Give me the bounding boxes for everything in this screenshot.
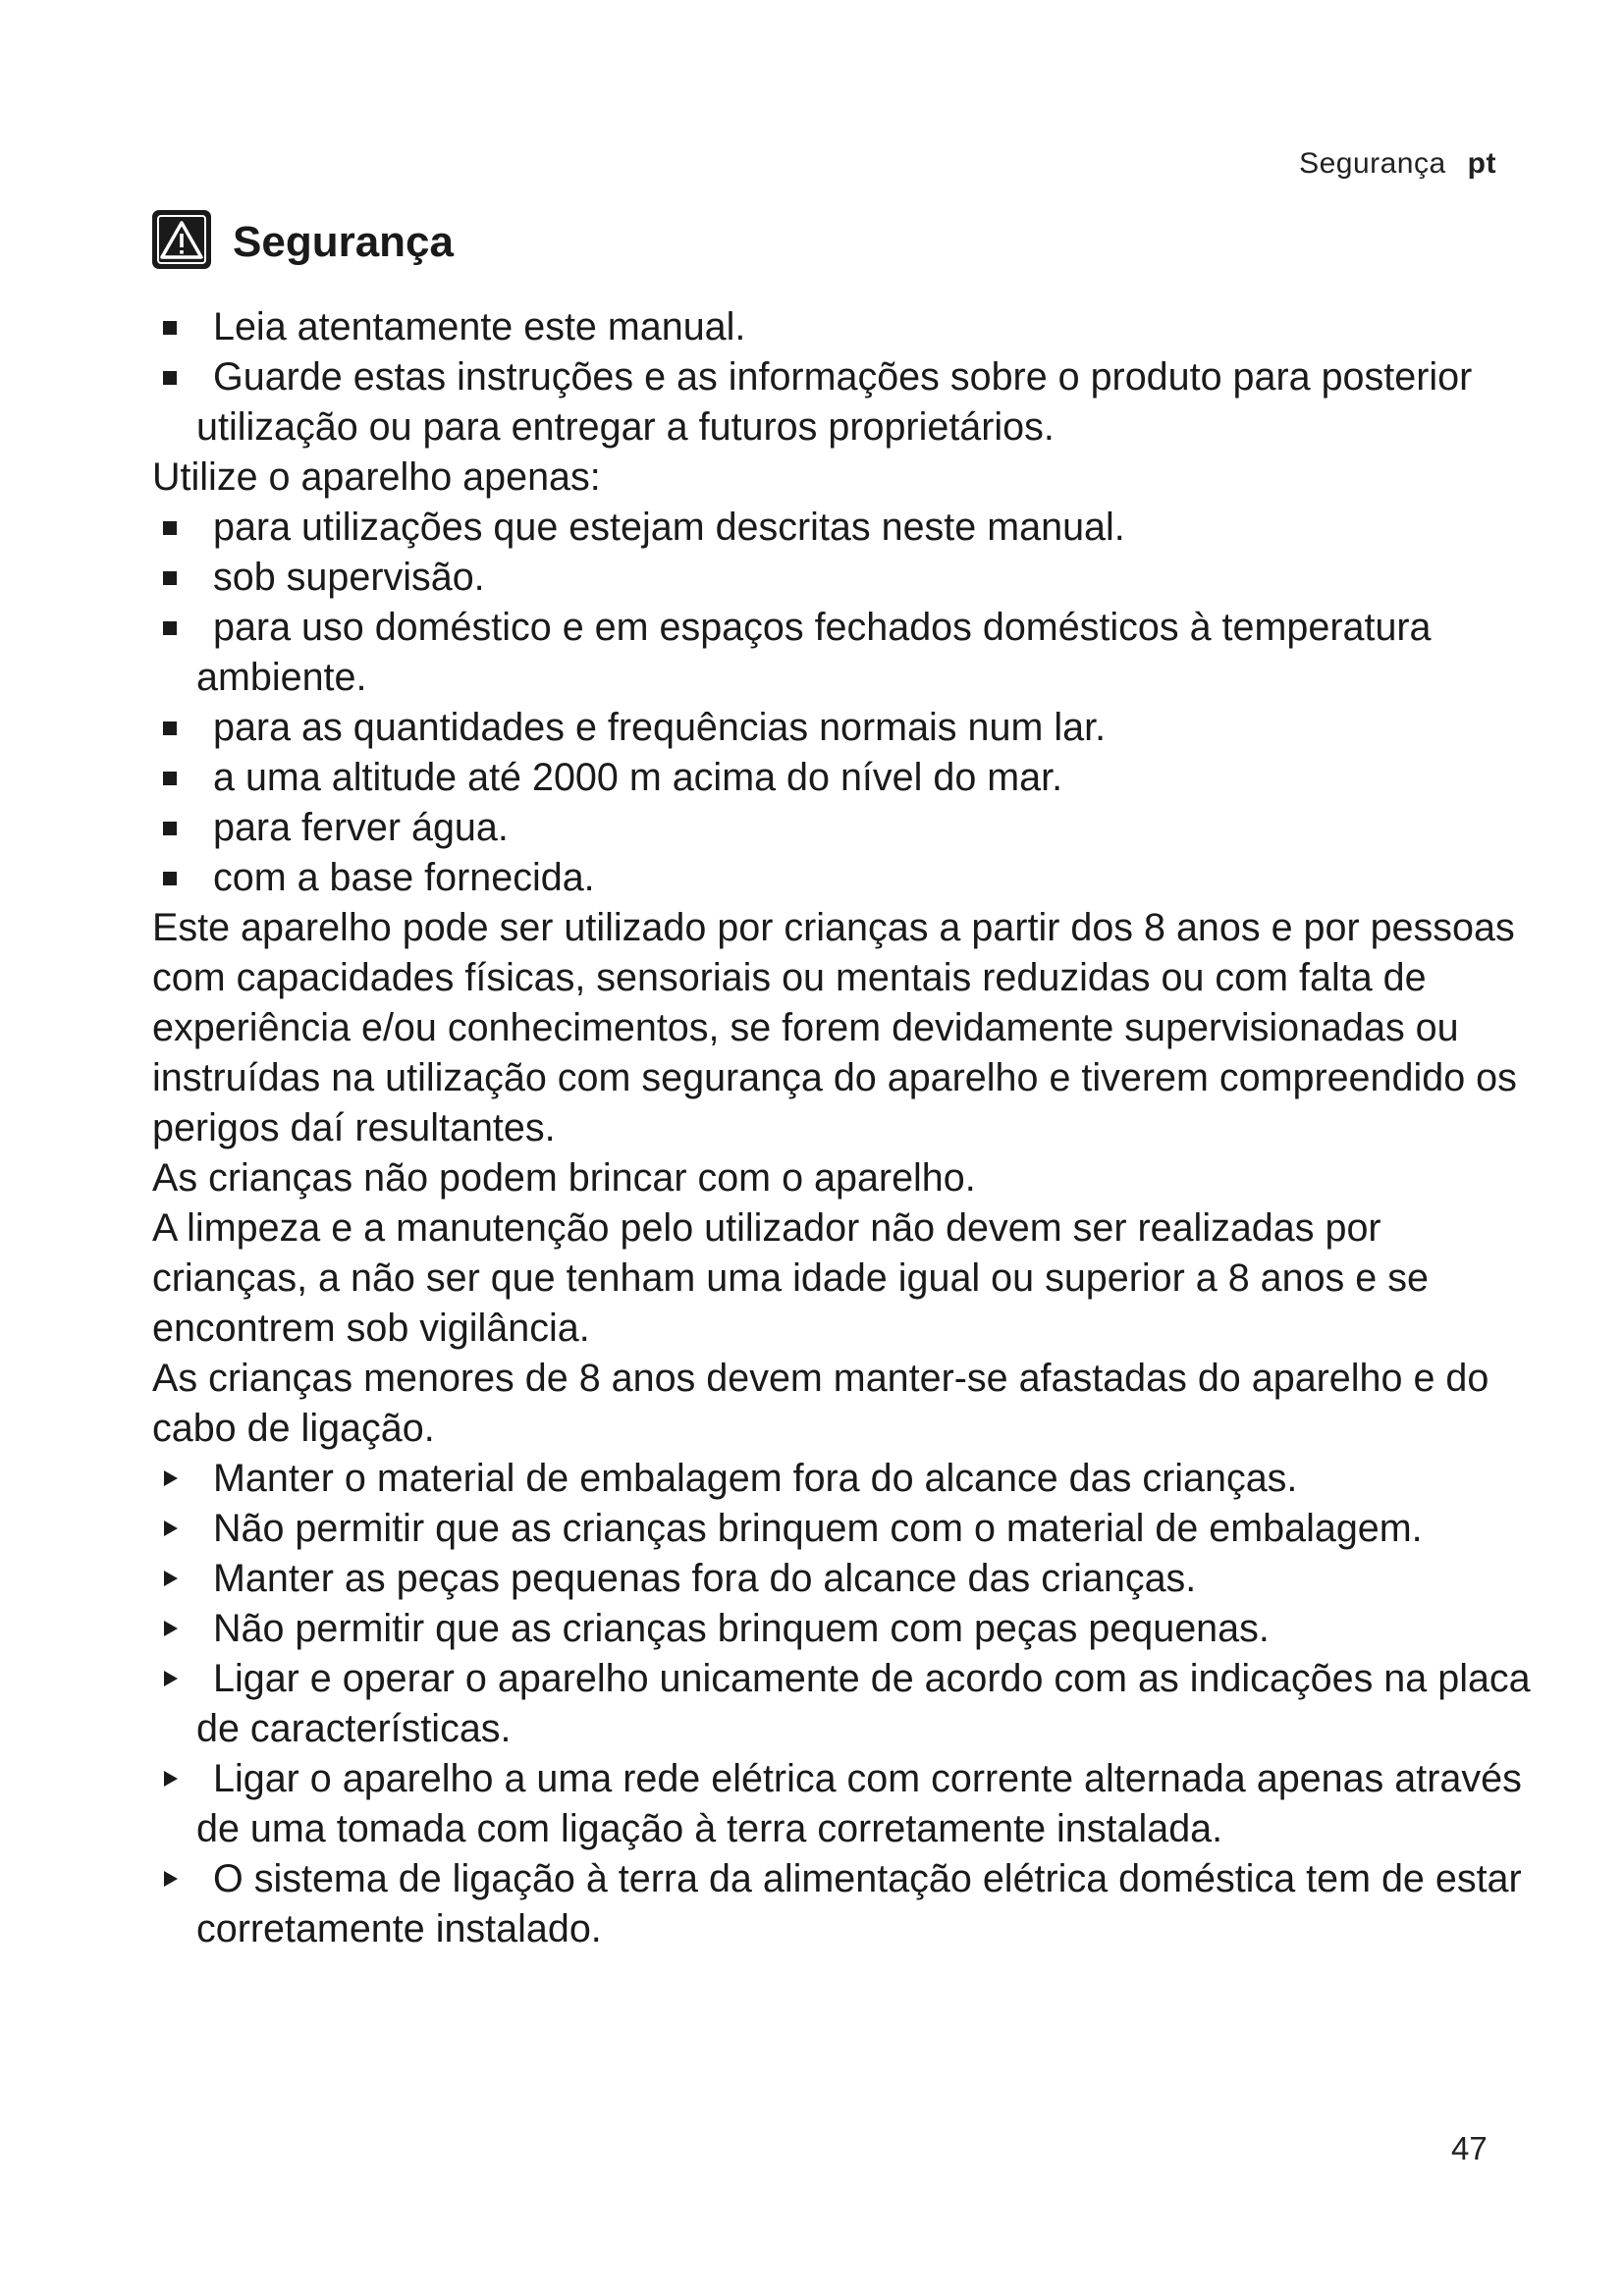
- section-heading: [152, 210, 1546, 269]
- page-title: Segurança: [233, 217, 454, 266]
- bullet-item: Guarde estas instruções e as informações sobre o produto para posterior utilização ou para entregar a futuros proprietários.: [152, 352, 1546, 453]
- instruction-item: Ligar o aparelho a uma rede elétrica com corrente alternada apenas através de uma tomada com ligação à terra corretamente instalada.: [152, 1754, 1546, 1854]
- instruction-item: Ligar e operar o aparelho unicamente de acordo com as indicações na placa de características.: [152, 1654, 1546, 1754]
- bullet-item: para uso doméstico e em espaços fechados domésticos à temperatura ambiente.: [152, 603, 1546, 703]
- instruction-item: Não permitir que as crianças brinquem com peças pequenas.: [152, 1604, 1546, 1654]
- bullet-item: Leia atentamente este manual.: [152, 302, 1546, 352]
- header-language: pt: [1467, 147, 1496, 180]
- header-section: Segurança: [1299, 147, 1446, 180]
- use-heading: Utilize o aparelho apenas:: [152, 455, 601, 499]
- bullet-item: a uma altitude até 2000 m acima do nível do mar.: [152, 753, 1546, 803]
- running-header: [1299, 147, 1496, 181]
- bullet-item: para ferver água.: [152, 803, 1546, 853]
- safety-section: [152, 210, 1546, 1954]
- paragraph: As crianças menores de 8 anos devem manter-se afastadas do aparelho e do cabo de ligação.: [152, 1357, 1489, 1450]
- paragraph: As crianças não podem brincar com o aparelho.: [152, 1156, 976, 1200]
- paragraph: Este aparelho pode ser utilizado por crianças a partir dos 8 anos e por pessoas com capacidades físicas, sensoriais ou mentais reduzidas ou com falta de experiência e/ou conhecimentos, se forem devidamente supervisionadas ou instruídas na utilização com segurança do aparelho e tiverem compreendido os perigos daí resultantes.: [152, 906, 1517, 1149]
- warning-icon: [152, 210, 211, 269]
- instruction-item: Não permitir que as crianças brinquem com o material de embalagem.: [152, 1504, 1546, 1554]
- bullet-item: com a base fornecida.: [152, 853, 1546, 903]
- bullet-item: sob supervisão.: [152, 553, 1546, 603]
- bullet-item: para as quantidades e frequências normais num lar.: [152, 703, 1546, 753]
- instruction-item: Manter o material de embalagem fora do alcance das crianças.: [152, 1454, 1546, 1504]
- bullet-item: para utilizações que estejam descritas neste manual.: [152, 503, 1546, 553]
- instruction-item: Manter as peças pequenas fora do alcance das crianças.: [152, 1554, 1546, 1604]
- paragraph: A limpeza e a manutenção pelo utilizador não devem ser realizadas por crianças, a não ser que tenham uma idade igual ou superior a 8 anos e se encontrem sob vigilância.: [152, 1206, 1429, 1350]
- instruction-item: O sistema de ligação à terra da alimentação elétrica doméstica tem de estar corretamente instalado.: [152, 1854, 1546, 1954]
- page-number: 47: [1451, 2130, 1488, 2166]
